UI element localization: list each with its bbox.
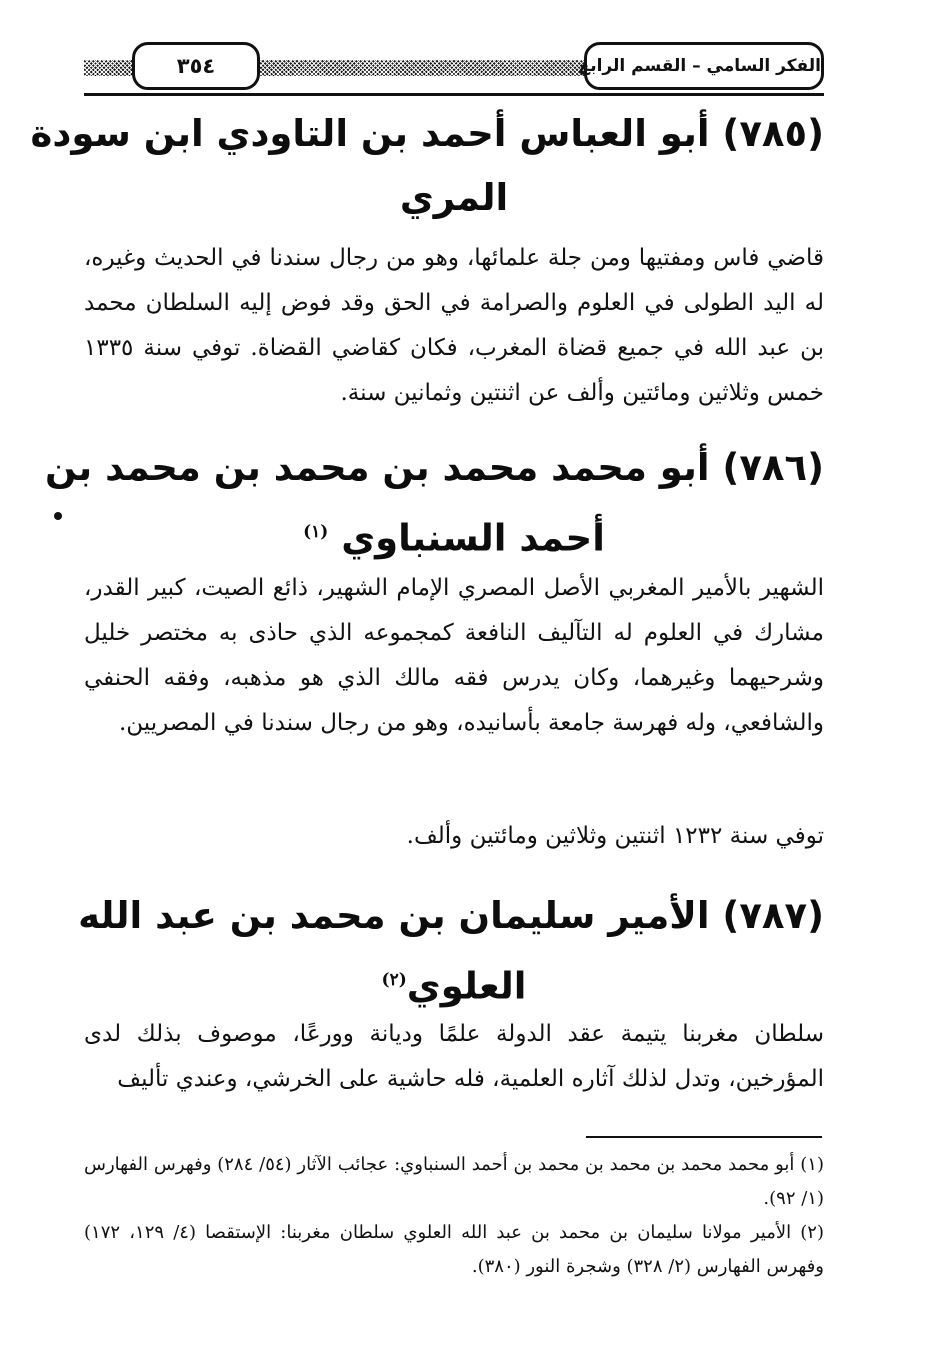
page-header [84, 40, 824, 96]
footnote-separator [586, 1136, 822, 1138]
footnote-1: (١) أبو محمد محمد بن محمد بن محمد بن أحمد السنباوي: عجائب الآثار (٥٤/ ٢٨٤) وفهرس الفهارس (١/ ٩٢). [84, 1154, 824, 1209]
margin-dot [54, 512, 62, 520]
footnote-ref-1[interactable]: (١) [303, 522, 329, 542]
header-rule [84, 93, 824, 96]
entry-785-heading-line1: (٧٨٥) أبو العباس أحمد بن التاودي ابن سودة [30, 112, 824, 155]
entry-786-heading-line2-wrap [84, 500, 824, 570]
entry-787-heading-line2: العلوي [406, 964, 527, 1008]
footnote-ref-2[interactable]: (٢) [381, 970, 407, 990]
entry-787-heading-line1: (٧٨٧) الأمير سليمان بن محمد بن عبد الله [78, 894, 824, 937]
entry-786-heading [45, 436, 824, 570]
entry-787-paragraph: سلطان مغربنا يتيمة عقد الدولة علمًا وديانة وورعًا، موصوف بذلك لدى المؤرخين، وتدل لذلك آثاره العلمية، فله حاشية على الخرشي، وعندي تأليف [84, 1021, 824, 1092]
entry-787-heading [78, 884, 824, 1018]
entry-785-heading [30, 102, 824, 230]
entry-786-paragraph: الشهير بالأمير المغربي الأصل المصري الإمام الشهير، ذائع الصيت، كبير القدر، مشارك في العلوم له التآليف النافعة كمجموعه الذي حاذى به مختصر خليل وشرحيهما وغيرهما، وكان يدرس فقه مالك الذي هو مذهبه، وفقه الحنفي والشافعي، وله فهرسة جامعة بأسانيده، وهو من رجال سندنا في المصريين. [84, 575, 824, 736]
page-number: ٣٥٤ [132, 42, 260, 90]
entry-785-paragraph: قاضي فاس ومفتيها ومن جلة علمائها، وهو من رجال سندنا في الحديث وغيره، له اليد الطولى في العلوم والصرامة في الحق وقد فوض إليه السلطان محمد بن عبد الله في جميع قضاة المغرب، فكان كقاضي القضاة. توفي سنة ١٣٣٥ خمس وثلاثين ومائتين وألف عن اثنتين وثمانين سنة. [84, 245, 824, 406]
entry-785-heading-line2: المري [399, 176, 509, 219]
footnotes [84, 1148, 824, 1284]
entry-786-death-note: توفي سنة ١٢٣٢ اثنتين وثلاثين ومائتين وألف. [406, 823, 824, 849]
footnote-2: (٢) الأمير مولانا سليمان بن محمد بن عبد الله العلوي سلطان مغربنا: الإستقصا (٤/ ١٢٩، ١٧٢) وفهرس الفهارس (٢/ ٣٢٨) وشجرة النور (٣٨٠). [84, 1222, 824, 1277]
entry-786-heading-line1: (٧٨٦) أبو محمد محمد بن محمد بن محمد بن [45, 446, 824, 489]
entry-787-heading-line2-wrap [84, 948, 824, 1018]
entry-786-heading-line2: أحمد السنباوي [341, 516, 605, 560]
running-title: الفكر السامي – القسم الرابع [584, 42, 824, 90]
